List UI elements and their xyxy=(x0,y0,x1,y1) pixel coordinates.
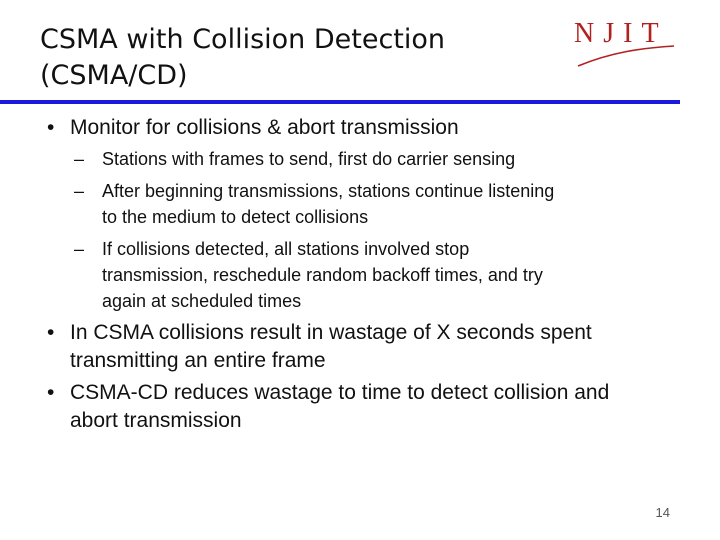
bullet-marker: • xyxy=(47,116,55,139)
sub-bullet-item xyxy=(74,146,694,172)
bullet-item xyxy=(48,114,688,142)
sub-bullet-item xyxy=(74,178,694,230)
bullet-text-line: If collisions detected, all stations involved stop xyxy=(102,239,470,259)
bullet-text-line: to the medium to detect collisions xyxy=(102,207,369,227)
bullet-item xyxy=(48,319,688,375)
bullet-text-line: After beginning transmissions, stations continue listening xyxy=(102,181,555,201)
bullet-text-line: Monitor for collisions & abort transmission xyxy=(70,116,459,139)
bullet-marker: • xyxy=(47,381,55,404)
bullet-marker: – xyxy=(74,181,85,201)
title-line-2: (CSMA/CD) xyxy=(40,60,188,91)
page-number: 14 xyxy=(655,505,670,520)
bullet-text-line: CSMA-CD reduces wastage to time to detect collision and xyxy=(70,381,610,404)
bullet-text-line: Stations with frames to send, first do carrier sensing xyxy=(102,149,516,169)
bullet-text-line: again at scheduled times xyxy=(102,291,302,311)
title-line-1: CSMA with Collision Detection xyxy=(40,24,446,55)
njit-logo-text: NJIT xyxy=(574,18,668,49)
bullet-item xyxy=(48,379,688,435)
sub-bullet-item xyxy=(74,236,694,314)
bullet-marker: – xyxy=(74,149,85,169)
bullet-text-line: In CSMA collisions result in wastage of X seconds spent xyxy=(70,321,592,344)
bullet-text-line: transmitting an entire frame xyxy=(70,349,326,372)
bullet-marker: • xyxy=(47,321,55,344)
bullet-text-line: transmission, reschedule random backoff times, and try xyxy=(102,265,543,285)
bullet-marker: – xyxy=(74,239,85,259)
bullet-text-line: abort transmission xyxy=(70,409,242,432)
